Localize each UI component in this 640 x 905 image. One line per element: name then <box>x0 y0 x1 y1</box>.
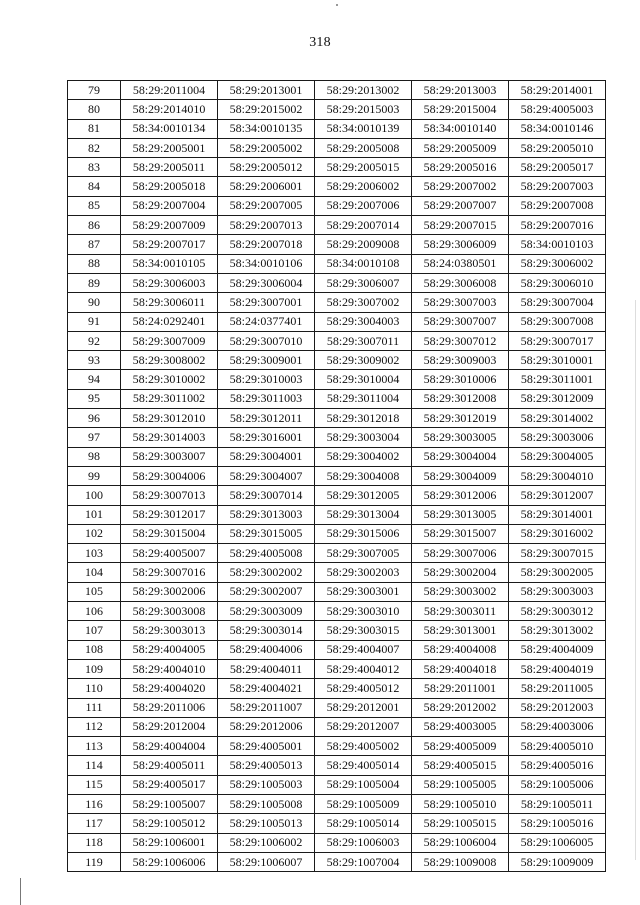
cadastral-number-cell: 58:29:3002006 <box>121 582 218 601</box>
cadastral-number-cell: 58:29:3013002 <box>509 621 606 640</box>
cadastral-number-cell: 58:29:2007017 <box>121 235 218 254</box>
cadastral-number-cell: 58:29:3002003 <box>315 563 412 582</box>
cadastral-number-cell: 58:29:3014003 <box>121 428 218 447</box>
cadastral-number-cell: 58:29:3004001 <box>218 447 315 466</box>
cadastral-number-cell: 58:29:3003010 <box>315 602 412 621</box>
cadastral-number-cell: 58:29:2011007 <box>218 698 315 717</box>
cadastral-number-cell: 58:29:2012001 <box>315 698 412 717</box>
cadastral-number-cell: 58:29:3003002 <box>412 582 509 601</box>
table-row <box>68 81 606 100</box>
cadastral-number-cell: 58:29:2012003 <box>509 698 606 717</box>
cadastral-number-cell: 58:29:3009003 <box>412 351 509 370</box>
cadastral-number-cell: 58:29:3006002 <box>509 254 606 273</box>
cadastral-number-cell: 58:29:2011004 <box>121 81 218 100</box>
cadastral-number-cell: 58:29:3003004 <box>315 428 412 447</box>
cadastral-number-cell: 58:29:3002002 <box>218 563 315 582</box>
cadastral-number-cell: 58:29:3004009 <box>412 466 509 485</box>
cadastral-number-cell: 58:34:0010106 <box>218 254 315 273</box>
cadastral-number-cell: 58:29:3004002 <box>315 447 412 466</box>
cadastral-number-cell: 58:29:2007003 <box>509 177 606 196</box>
cadastral-number-cell: 58:24:0292401 <box>121 312 218 331</box>
table-row <box>68 370 606 389</box>
cadastral-number-cell: 58:29:3002005 <box>509 563 606 582</box>
cadastral-number-cell: 58:29:4005009 <box>412 737 509 756</box>
cadastral-number-cell: 58:29:3007002 <box>315 293 412 312</box>
cadastral-number-cell: 58:29:2014010 <box>121 100 218 119</box>
cadastral-number-cell: 58:29:3013004 <box>315 505 412 524</box>
cadastral-number-cell: 58:29:4005016 <box>509 756 606 775</box>
table-row <box>68 331 606 350</box>
row-number-cell: 103 <box>68 544 121 563</box>
cadastral-number-cell: 58:29:2007004 <box>121 196 218 215</box>
cadastral-number-cell: 58:29:3007014 <box>218 486 315 505</box>
cadastral-number-cell: 58:29:3003012 <box>509 602 606 621</box>
cadastral-number-cell: 58:29:1005009 <box>315 794 412 813</box>
cadastral-number-cell: 58:29:4004018 <box>412 659 509 678</box>
cadastral-number-cell: 58:29:2005018 <box>121 177 218 196</box>
table-row <box>68 351 606 370</box>
row-number-cell: 107 <box>68 621 121 640</box>
cadastral-number-cell: 58:29:2007014 <box>315 216 412 235</box>
cadastral-number-cell: 58:29:3007011 <box>315 331 412 350</box>
table-row <box>68 833 606 852</box>
cadastral-number-cell: 58:29:1005003 <box>218 775 315 794</box>
cadastral-number-cell: 58:34:0010105 <box>121 254 218 273</box>
cadastral-number-cell: 58:29:3002007 <box>218 582 315 601</box>
cadastral-number-cell: 58:29:4005013 <box>218 756 315 775</box>
cadastral-number-cell: 58:29:4005007 <box>121 544 218 563</box>
row-number-cell: 88 <box>68 254 121 273</box>
cadastral-number-cell: 58:29:3016002 <box>509 524 606 543</box>
cadastral-number-cell: 58:34:0010103 <box>509 235 606 254</box>
cadastral-number-cell: 58:29:4004009 <box>509 640 606 659</box>
row-number-cell: 118 <box>68 833 121 852</box>
row-number-cell: 80 <box>68 100 121 119</box>
row-number-cell: 99 <box>68 466 121 485</box>
cadastral-number-cell: 58:29:3007015 <box>509 544 606 563</box>
cadastral-number-cell: 58:29:2005008 <box>315 138 412 157</box>
cadastral-number-cell: 58:29:3010004 <box>315 370 412 389</box>
cadastral-number-cell: 58:29:3011001 <box>509 370 606 389</box>
cadastral-number-cell: 58:29:3006010 <box>509 273 606 292</box>
cadastral-number-cell: 58:29:3016001 <box>218 428 315 447</box>
cadastral-number-cell: 58:29:2013001 <box>218 81 315 100</box>
cadastral-number-cell: 58:29:3004006 <box>121 466 218 485</box>
row-number-cell: 98 <box>68 447 121 466</box>
cadastral-number-cell: 58:29:1005006 <box>509 775 606 794</box>
table-row <box>68 216 606 235</box>
cadastral-number-cell: 58:29:2011006 <box>121 698 218 717</box>
row-number-cell: 91 <box>68 312 121 331</box>
cadastral-number-cell: 58:29:3010006 <box>412 370 509 389</box>
cadastral-number-cell: 58:29:1009009 <box>509 852 606 871</box>
cadastral-number-cell: 58:29:4004012 <box>315 659 412 678</box>
cadastral-number-cell: 58:29:3003006 <box>509 428 606 447</box>
cadastral-number-cell: 58:29:3011002 <box>121 389 218 408</box>
table-row <box>68 814 606 833</box>
row-number-cell: 83 <box>68 158 121 177</box>
table-row <box>68 602 606 621</box>
cadastral-number-cell: 58:29:1005005 <box>412 775 509 794</box>
table-row <box>68 794 606 813</box>
cadastral-number-cell: 58:29:2006002 <box>315 177 412 196</box>
table-row <box>68 852 606 871</box>
cadastral-number-cell: 58:29:1005013 <box>218 814 315 833</box>
scan-speck <box>336 4 338 6</box>
table-row <box>68 119 606 138</box>
table-row <box>68 235 606 254</box>
table-row <box>68 158 606 177</box>
cadastral-number-cell: 58:29:3015005 <box>218 524 315 543</box>
cadastral-number-cell: 58:29:2012004 <box>121 717 218 736</box>
row-number-cell: 105 <box>68 582 121 601</box>
cadastral-number-cell: 58:29:3003014 <box>218 621 315 640</box>
cadastral-number-cell: 58:29:3006009 <box>412 235 509 254</box>
cadastral-number-cell: 58:29:3006008 <box>412 273 509 292</box>
cadastral-number-cell: 58:29:3003011 <box>412 602 509 621</box>
row-number-cell: 101 <box>68 505 121 524</box>
row-number-cell: 112 <box>68 717 121 736</box>
cadastral-number-cell: 58:29:3006011 <box>121 293 218 312</box>
cadastral-number-cell: 58:29:3008002 <box>121 351 218 370</box>
cadastral-number-cell: 58:29:2007009 <box>121 216 218 235</box>
cadastral-number-cell: 58:29:1009008 <box>412 852 509 871</box>
cadastral-number-cell: 58:29:4005003 <box>509 100 606 119</box>
row-number-cell: 81 <box>68 119 121 138</box>
cadastral-number-cell: 58:29:4004005 <box>121 640 218 659</box>
table-row <box>68 486 606 505</box>
cadastral-number-cell: 58:29:3012019 <box>412 409 509 428</box>
cadastral-number-cell: 58:29:1006006 <box>121 852 218 871</box>
row-number-cell: 96 <box>68 409 121 428</box>
cadastral-number-cell: 58:29:3003008 <box>121 602 218 621</box>
cadastral-number-cell: 58:29:3003015 <box>315 621 412 640</box>
table-row <box>68 447 606 466</box>
cadastral-number-cell: 58:29:3007007 <box>412 312 509 331</box>
table-row <box>68 717 606 736</box>
cadastral-number-cell: 58:29:3009002 <box>315 351 412 370</box>
cadastral-number-cell: 58:29:3004010 <box>509 466 606 485</box>
cadastral-number-cell: 58:29:2011005 <box>509 679 606 698</box>
cadastral-number-cell: 58:29:1006004 <box>412 833 509 852</box>
cadastral-number-cell: 58:29:3006004 <box>218 273 315 292</box>
row-number-cell: 114 <box>68 756 121 775</box>
row-number-cell: 117 <box>68 814 121 833</box>
table-row <box>68 582 606 601</box>
cadastral-number-cell: 58:29:2005001 <box>121 138 218 157</box>
cadastral-number-cell: 58:29:1006005 <box>509 833 606 852</box>
cadastral-number-cell: 58:29:3003003 <box>509 582 606 601</box>
cadastral-number-cell: 58:29:2005015 <box>315 158 412 177</box>
table-row <box>68 409 606 428</box>
cadastral-number-cell: 58:29:3013003 <box>218 505 315 524</box>
cadastral-number-cell: 58:29:3007003 <box>412 293 509 312</box>
cadastral-number-cell: 58:29:2015003 <box>315 100 412 119</box>
row-number-cell: 108 <box>68 640 121 659</box>
cadastral-number-cell: 58:29:4003006 <box>509 717 606 736</box>
cadastral-number-cell: 58:29:3004007 <box>218 466 315 485</box>
table-row <box>68 698 606 717</box>
cadastral-number-cell: 58:34:0010146 <box>509 119 606 138</box>
row-number-cell: 110 <box>68 679 121 698</box>
cadastral-number-cell: 58:29:2012007 <box>315 717 412 736</box>
table-row <box>68 466 606 485</box>
cadastral-number-cell: 58:29:2007007 <box>412 196 509 215</box>
cadastral-number-cell: 58:29:3003009 <box>218 602 315 621</box>
cadastral-number-cell: 58:29:3007006 <box>412 544 509 563</box>
cadastral-number-cell: 58:29:3012006 <box>412 486 509 505</box>
table-row <box>68 312 606 331</box>
cadastral-number-cell: 58:29:3004008 <box>315 466 412 485</box>
cadastral-number-cell: 58:29:3004004 <box>412 447 509 466</box>
cadastral-number-cell: 58:29:4005017 <box>121 775 218 794</box>
cadastral-number-cell: 58:29:3015007 <box>412 524 509 543</box>
cadastral-number-cell: 58:29:1005012 <box>121 814 218 833</box>
scan-margin-line <box>20 878 21 905</box>
cadastral-number-cell: 58:29:1006007 <box>218 852 315 871</box>
row-number-cell: 79 <box>68 81 121 100</box>
cadastral-number-cell: 58:29:4005015 <box>412 756 509 775</box>
cadastral-number-cell: 58:29:2015002 <box>218 100 315 119</box>
table-row <box>68 524 606 543</box>
table-row <box>68 659 606 678</box>
table-row <box>68 756 606 775</box>
cadastral-number-cell: 58:29:2013002 <box>315 81 412 100</box>
cadastral-number-cell: 58:29:4004006 <box>218 640 315 659</box>
cadastral-number-cell: 58:29:1005004 <box>315 775 412 794</box>
row-number-cell: 100 <box>68 486 121 505</box>
cadastral-number-cell: 58:29:3004003 <box>315 312 412 331</box>
cadastral-number-cell: 58:34:0010139 <box>315 119 412 138</box>
cadastral-number-cell: 58:29:3003001 <box>315 582 412 601</box>
row-number-cell: 89 <box>68 273 121 292</box>
cadastral-number-cell: 58:29:3007001 <box>218 293 315 312</box>
cadastral-number-cell: 58:29:2012006 <box>218 717 315 736</box>
table-row <box>68 273 606 292</box>
cadastral-number-cell: 58:29:1006002 <box>218 833 315 852</box>
cadastral-number-cell: 58:29:2011001 <box>412 679 509 698</box>
cadastral-number-cell: 58:29:3003007 <box>121 447 218 466</box>
cadastral-number-cell: 58:29:2007016 <box>509 216 606 235</box>
cadastral-number-cell: 58:29:2005012 <box>218 158 315 177</box>
cadastral-number-cell: 58:29:2007013 <box>218 216 315 235</box>
cadastral-number-cell: 58:29:2013003 <box>412 81 509 100</box>
cadastral-number-cell: 58:29:4004020 <box>121 679 218 698</box>
cadastral-number-cell: 58:29:3002004 <box>412 563 509 582</box>
row-number-cell: 109 <box>68 659 121 678</box>
cadastral-number-cell: 58:34:0010135 <box>218 119 315 138</box>
table-row <box>68 100 606 119</box>
cadastral-number-cell: 58:29:3007008 <box>509 312 606 331</box>
cadastral-number-cell: 58:29:4005011 <box>121 756 218 775</box>
cadastral-number-cell: 58:29:2007002 <box>412 177 509 196</box>
cadastral-number-cell: 58:34:0010134 <box>121 119 218 138</box>
row-number-cell: 84 <box>68 177 121 196</box>
table-row <box>68 428 606 447</box>
cadastral-number-cell: 58:29:2007006 <box>315 196 412 215</box>
table-row <box>68 737 606 756</box>
row-number-cell: 92 <box>68 331 121 350</box>
cadastral-number-cell: 58:29:1005011 <box>509 794 606 813</box>
cadastral-number-cell: 58:29:2005010 <box>509 138 606 157</box>
table-row <box>68 505 606 524</box>
row-number-cell: 85 <box>68 196 121 215</box>
cadastral-number-cell: 58:29:1005010 <box>412 794 509 813</box>
row-number-cell: 113 <box>68 737 121 756</box>
cadastral-number-cell: 58:24:0380501 <box>412 254 509 273</box>
cadastral-number-cell: 58:29:1005016 <box>509 814 606 833</box>
row-number-cell: 97 <box>68 428 121 447</box>
cadastral-number-cell: 58:29:2015004 <box>412 100 509 119</box>
scan-edge-line <box>635 300 636 860</box>
row-number-cell: 115 <box>68 775 121 794</box>
row-number-cell: 82 <box>68 138 121 157</box>
cadastral-number-cell: 58:29:3004005 <box>509 447 606 466</box>
cadastral-table <box>67 80 606 872</box>
row-number-cell: 94 <box>68 370 121 389</box>
table-row <box>68 293 606 312</box>
cadastral-number-cell: 58:24:0377401 <box>218 312 315 331</box>
cadastral-number-cell: 58:29:1007004 <box>315 852 412 871</box>
cadastral-number-cell: 58:29:2005016 <box>412 158 509 177</box>
cadastral-number-cell: 58:29:3012009 <box>509 389 606 408</box>
cadastral-number-cell: 58:29:3011004 <box>315 389 412 408</box>
row-number-cell: 87 <box>68 235 121 254</box>
cadastral-number-cell: 58:29:4005010 <box>509 737 606 756</box>
cadastral-number-cell: 58:29:3012007 <box>509 486 606 505</box>
cadastral-number-cell: 58:29:3007017 <box>509 331 606 350</box>
table-row <box>68 621 606 640</box>
table-row <box>68 389 606 408</box>
cadastral-number-cell: 58:29:3007013 <box>121 486 218 505</box>
cadastral-number-cell: 58:29:2009008 <box>315 235 412 254</box>
row-number-cell: 111 <box>68 698 121 717</box>
cadastral-number-cell: 58:29:3009001 <box>218 351 315 370</box>
table-body <box>68 81 606 872</box>
row-number-cell: 93 <box>68 351 121 370</box>
cadastral-number-cell: 58:29:3012008 <box>412 389 509 408</box>
table-row <box>68 679 606 698</box>
row-number-cell: 102 <box>68 524 121 543</box>
cadastral-number-cell: 58:29:3007004 <box>509 293 606 312</box>
cadastral-number-cell: 58:29:4005014 <box>315 756 412 775</box>
cadastral-number-cell: 58:29:2005002 <box>218 138 315 157</box>
table-row <box>68 196 606 215</box>
cadastral-number-cell: 58:29:1006003 <box>315 833 412 852</box>
cadastral-number-cell: 58:29:4003005 <box>412 717 509 736</box>
cadastral-number-cell: 58:29:3011003 <box>218 389 315 408</box>
cadastral-number-cell: 58:29:1005015 <box>412 814 509 833</box>
cadastral-number-cell: 58:29:2007005 <box>218 196 315 215</box>
cadastral-number-cell: 58:29:3013001 <box>412 621 509 640</box>
cadastral-number-cell: 58:29:2005011 <box>121 158 218 177</box>
cadastral-number-cell: 58:29:3010003 <box>218 370 315 389</box>
cadastral-number-cell: 58:29:2006001 <box>218 177 315 196</box>
cadastral-number-cell: 58:29:3007009 <box>121 331 218 350</box>
cadastral-number-cell: 58:29:3006007 <box>315 273 412 292</box>
row-number-cell: 104 <box>68 563 121 582</box>
cadastral-number-cell: 58:29:1005014 <box>315 814 412 833</box>
cadastral-number-cell: 58:29:3012005 <box>315 486 412 505</box>
cadastral-number-cell: 58:29:4005002 <box>315 737 412 756</box>
table-row <box>68 138 606 157</box>
table-row <box>68 544 606 563</box>
cadastral-number-cell: 58:34:0010140 <box>412 119 509 138</box>
cadastral-number-cell: 58:34:0010108 <box>315 254 412 273</box>
cadastral-number-cell: 58:29:3007010 <box>218 331 315 350</box>
cadastral-number-cell: 58:29:2005017 <box>509 158 606 177</box>
cadastral-number-cell: 58:29:2007015 <box>412 216 509 235</box>
table-row <box>68 775 606 794</box>
page-number: 318 <box>309 35 331 50</box>
row-number-cell: 119 <box>68 852 121 871</box>
table-row <box>68 563 606 582</box>
cadastral-number-cell: 58:29:1005007 <box>121 794 218 813</box>
cadastral-number-cell: 58:29:3012011 <box>218 409 315 428</box>
cadastral-number-cell: 58:29:2007008 <box>509 196 606 215</box>
cadastral-number-cell: 58:29:3010001 <box>509 351 606 370</box>
cadastral-number-cell: 58:29:3012018 <box>315 409 412 428</box>
cadastral-number-cell: 58:29:1006001 <box>121 833 218 852</box>
cadastral-number-cell: 58:29:3003005 <box>412 428 509 447</box>
cadastral-number-cell: 58:29:4004008 <box>412 640 509 659</box>
cadastral-number-cell: 58:29:3007012 <box>412 331 509 350</box>
cadastral-number-cell: 58:29:4004011 <box>218 659 315 678</box>
cadastral-number-cell: 58:29:3010002 <box>121 370 218 389</box>
cadastral-number-cell: 58:29:3012010 <box>121 409 218 428</box>
cadastral-number-cell: 58:29:4005008 <box>218 544 315 563</box>
row-number-cell: 86 <box>68 216 121 235</box>
table-row <box>68 254 606 273</box>
cadastral-number-cell: 58:29:3006003 <box>121 273 218 292</box>
row-number-cell: 90 <box>68 293 121 312</box>
cadastral-number-cell: 58:29:2012002 <box>412 698 509 717</box>
cadastral-number-cell: 58:29:3007005 <box>315 544 412 563</box>
cadastral-number-cell: 58:29:3013005 <box>412 505 509 524</box>
cadastral-number-cell: 58:29:4005001 <box>218 737 315 756</box>
cadastral-number-cell: 58:29:3012017 <box>121 505 218 524</box>
cadastral-number-cell: 58:29:1005008 <box>218 794 315 813</box>
row-number-cell: 95 <box>68 389 121 408</box>
cadastral-number-cell: 58:29:2005009 <box>412 138 509 157</box>
cadastral-number-cell: 58:29:4004021 <box>218 679 315 698</box>
table-row <box>68 177 606 196</box>
cadastral-number-cell: 58:29:4004019 <box>509 659 606 678</box>
cadastral-number-cell: 58:29:4004007 <box>315 640 412 659</box>
table-row <box>68 640 606 659</box>
cadastral-number-cell: 58:29:2014001 <box>509 81 606 100</box>
cadastral-number-cell: 58:29:3014001 <box>509 505 606 524</box>
cadastral-number-cell: 58:29:3007016 <box>121 563 218 582</box>
cadastral-number-cell: 58:29:3014002 <box>509 409 606 428</box>
cadastral-number-cell: 58:29:3015004 <box>121 524 218 543</box>
cadastral-number-cell: 58:29:3003013 <box>121 621 218 640</box>
row-number-cell: 106 <box>68 602 121 621</box>
cadastral-number-cell: 58:29:4005012 <box>315 679 412 698</box>
row-number-cell: 116 <box>68 794 121 813</box>
cadastral-number-cell: 58:29:2007018 <box>218 235 315 254</box>
cadastral-number-cell: 58:29:4004004 <box>121 737 218 756</box>
cadastral-number-cell: 58:29:3015006 <box>315 524 412 543</box>
cadastral-number-cell: 58:29:4004010 <box>121 659 218 678</box>
